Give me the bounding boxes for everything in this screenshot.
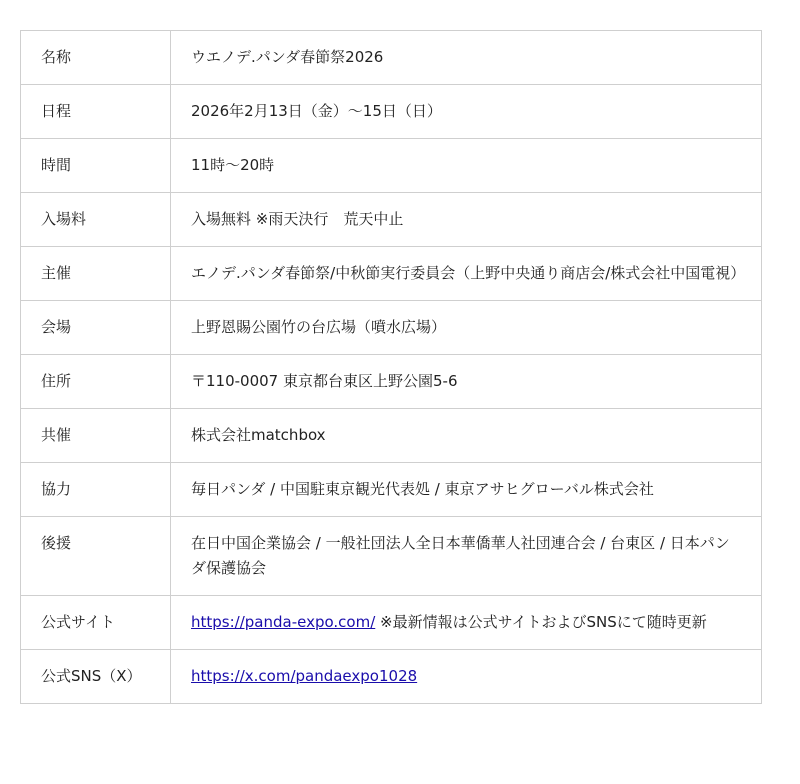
official-site-note: ※最新情報は公式サイトおよびSNSにて随時更新	[375, 613, 707, 631]
table-row-support	[21, 517, 762, 596]
row-label: 公式SNS（X）	[21, 650, 171, 704]
table-row-time	[21, 139, 762, 193]
official-sns-link[interactable]: https://x.com/pandaexpo1028	[191, 667, 418, 685]
table-row-name	[21, 31, 762, 85]
row-label: 名称	[21, 31, 171, 85]
table-row-address	[21, 355, 762, 409]
row-label: 公式サイト	[21, 596, 171, 650]
official-site-link[interactable]: https://panda-expo.com/	[191, 613, 376, 631]
row-value: エノデ.パンダ春節祭/中秋節実行委員会（上野中央通り商店会/株式会社中国電視）	[171, 247, 762, 301]
table-row-official-sns	[21, 650, 762, 704]
row-value: 11時〜20時	[171, 139, 762, 193]
table-row-schedule	[21, 85, 762, 139]
row-label: 日程	[21, 85, 171, 139]
table-row-organizer	[21, 247, 762, 301]
row-value: 〒110-0007 東京都台東区上野公園5-6	[171, 355, 762, 409]
row-label: 住所	[21, 355, 171, 409]
row-label: 共催	[21, 409, 171, 463]
row-value: 2026年2月13日（金）〜15日（日）	[171, 85, 762, 139]
row-value: ウエノデ.パンダ春節祭2026	[171, 31, 762, 85]
row-value	[171, 650, 762, 704]
table-row-official-site	[21, 596, 762, 650]
row-value: 毎日パンダ / 中国駐東京観光代表処 / 東京アサヒグローバル株式会社	[171, 463, 762, 517]
event-info-table	[20, 30, 762, 704]
row-value: 上野恩賜公園竹の台広場（噴水広場）	[171, 301, 762, 355]
row-value: 入場無料 ※雨天決行 荒天中止	[171, 193, 762, 247]
row-label: 主催	[21, 247, 171, 301]
table-row-co-host	[21, 409, 762, 463]
row-value	[171, 596, 762, 650]
row-value: 株式会社matchbox	[171, 409, 762, 463]
event-info-container	[20, 30, 762, 704]
table-row-venue	[21, 301, 762, 355]
row-label: 協力	[21, 463, 171, 517]
row-label: 会場	[21, 301, 171, 355]
table-row-cooperation	[21, 463, 762, 517]
row-value: 在日中国企業協会 / 一般社団法人全日本華僑華人社団連合会 / 台東区 / 日本パンダ保護協会	[171, 517, 762, 596]
row-label: 後援	[21, 517, 171, 596]
row-label: 時間	[21, 139, 171, 193]
table-row-admission	[21, 193, 762, 247]
row-label: 入場料	[21, 193, 171, 247]
